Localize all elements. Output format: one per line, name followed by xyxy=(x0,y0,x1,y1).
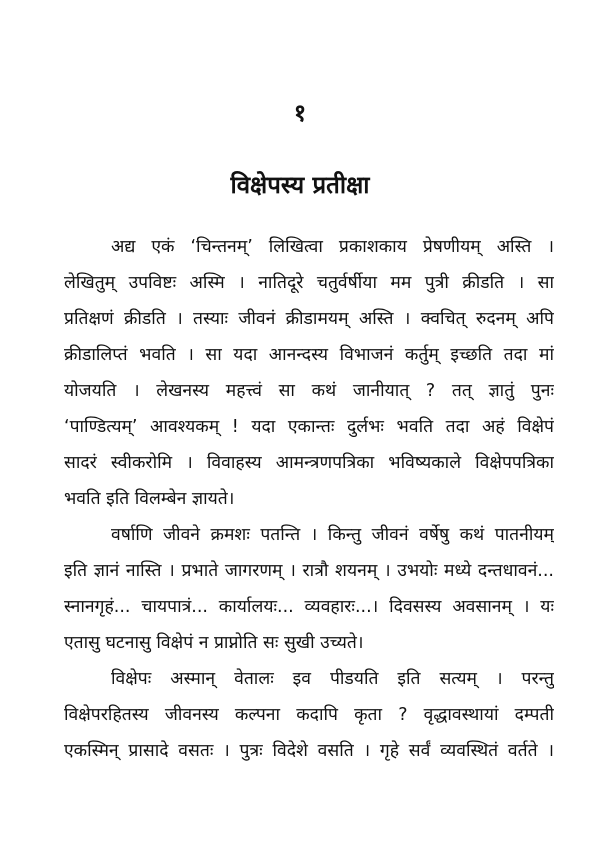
text-line: स्नानगृहं... चायपात्रं... कार्यालयः... व्यवहारः...। दिवसस्य अवसानम् । यः xyxy=(64,597,554,617)
text-line: एकस्मिन् प्रासादे वसतः । पुत्रः विदेशे वसति । गृहे सर्वं व्यवस्थितं वर्तते । xyxy=(64,741,554,761)
text-line: विक्षेपरहितस्य जीवनस्य कल्पना कदापि कृता ? वृद्धावस्थायां दम्पती xyxy=(64,705,554,725)
text-line: योजयति । लेखनस्य महत्त्वं सा कथं जानीयात् ? तत् ज्ञातुं पुनः xyxy=(64,381,554,401)
text-line: इति ज्ञानं नास्ति । प्रभाते जागरणम् । रात्रौ शयनम् । उभयोः मध्ये दन्तधावनं... xyxy=(64,561,554,581)
text-line: क्रीडालिप्तं भवति । सा यदा आनन्दस्य विभाजनं कर्तुम् इच्छति तदा मां xyxy=(64,345,554,365)
body-text xyxy=(64,229,554,769)
text-line: प्रतिक्षणं क्रीडति । तस्याः जीवनं क्रीडामयम् अस्ति । क्वचित् रुदनम् अपि xyxy=(64,309,554,329)
text-line: विक्षेपः अस्मान् वेतालः इव पीडयति इति सत्यम् । परन्तु xyxy=(111,669,554,689)
chapter-title: विक्षेपस्य प्रतीक्षा xyxy=(230,171,370,199)
text-line: एतासु घटनासु विक्षेपं न प्राप्नोति सः सुखी उच्यते। xyxy=(64,633,364,653)
text-line: लेखितुम् उपविष्टः अस्मि । नातिदूरे चतुर्वर्षीया मम पुत्री क्रीडति । सा xyxy=(64,273,554,293)
text-line: ‘पाण्डित्यम्’ आवश्यकम् ! यदा एकान्तः दुर्लभः भवति तदा अहं विक्षेपं xyxy=(64,417,554,437)
text-line: सादरं स्वीकरोमि । विवाहस्य आमन्त्रणपत्रिका भविष्यकाले विक्षेपपत्रिका xyxy=(64,453,554,473)
text-line: अद्य एकं ‘चिन्तनम्’ लिखित्वा प्रकाशकाय प्रेषणीयम् अस्ति । xyxy=(111,237,554,257)
text-line: भवति इति विलम्बेन ज्ञायते। xyxy=(64,489,235,509)
text-line: वर्षाणि जीवने क्रमशः पतन्ति । किन्तु जीवनं वर्षेषु कथं पातनीयम् xyxy=(111,525,554,545)
paragraph xyxy=(64,517,554,661)
paragraph xyxy=(64,661,554,769)
paragraph xyxy=(64,229,554,517)
chapter-number: १ xyxy=(293,99,307,127)
